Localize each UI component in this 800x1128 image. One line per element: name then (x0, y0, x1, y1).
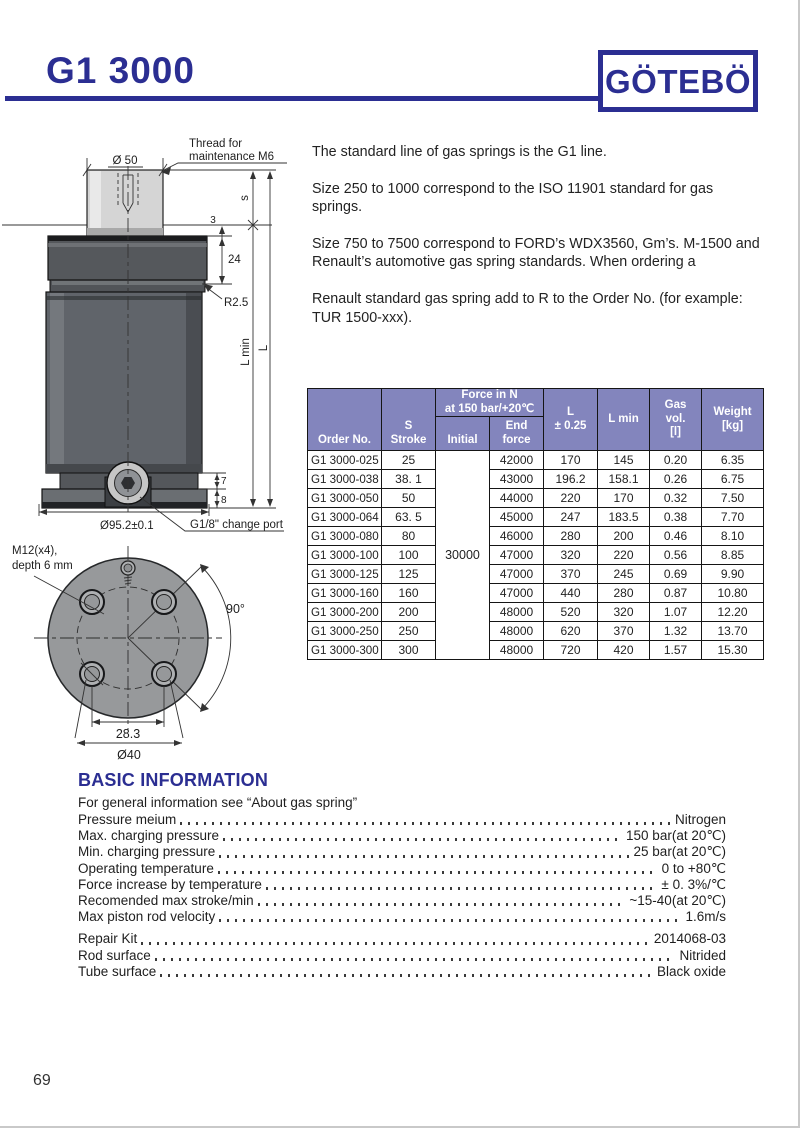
leader-dots (141, 942, 650, 945)
header-gas-vol: Gas vol. [l] (650, 389, 702, 451)
cell-stroke: 80 (382, 527, 436, 546)
cell-order: G1 3000-025 (308, 451, 382, 470)
leader-dots (155, 958, 676, 961)
cell-gas: 0.20 (650, 451, 702, 470)
cell-order: G1 3000-038 (308, 470, 382, 489)
cell-lmin: 370 (598, 622, 650, 641)
cell-order: G1 3000-050 (308, 489, 382, 508)
leader-dots (266, 887, 658, 890)
info-value: 0 to +80℃ (661, 860, 726, 876)
info-label: Max piston rod velocity (78, 909, 216, 925)
table-row (308, 489, 764, 508)
header-end-force: End force (490, 417, 544, 451)
header-rule (5, 96, 618, 101)
header-stroke: S Stroke (382, 389, 436, 451)
info-value: 25 bar(at 20℃) (633, 844, 726, 860)
cell-end-force: 44000 (490, 489, 544, 508)
info-label: Pressure meium (78, 812, 177, 827)
side-view-drawing (0, 128, 300, 540)
basic-information-section (78, 770, 726, 980)
dim-7-label: 7 (221, 476, 227, 487)
cell-lmin: 200 (598, 527, 650, 546)
cell-end-force: 48000 (490, 641, 544, 660)
info-line (78, 948, 726, 964)
cell-order: G1 3000-100 (308, 546, 382, 565)
cell-end-force: 47000 (490, 546, 544, 565)
info-value: 1.6m/s (685, 909, 726, 925)
header-order-no: Order No. (308, 389, 382, 451)
bolt-hole (80, 662, 104, 686)
leader-dots (180, 822, 671, 825)
header-weight: Weight [kg] (702, 389, 764, 451)
info-line (78, 861, 726, 877)
cell-order: G1 3000-250 (308, 622, 382, 641)
table-row (308, 603, 764, 622)
cell-l: 370 (544, 565, 598, 584)
info-line (78, 877, 726, 893)
header-l: L ± 0.25 (544, 389, 598, 451)
base-diameter-label: Ø95.2±0.1 (100, 520, 154, 532)
cell-weight: 7.70 (702, 508, 764, 527)
dim-8-label: 8 (221, 495, 227, 506)
leader-dots (258, 903, 626, 906)
table-row (308, 451, 764, 470)
cell-l: 320 (544, 546, 598, 565)
info-label: Min. charging pressure (78, 844, 216, 860)
cell-end-force: 47000 (490, 565, 544, 584)
cell-weight: 10.80 (702, 584, 764, 603)
cell-l: 247 (544, 508, 598, 527)
cell-gas: 0.87 (650, 584, 702, 603)
cell-l: 220 (544, 489, 598, 508)
cell-stroke: 100 (382, 546, 436, 565)
intro-paragraph: Size 250 to 1000 correspond to the ISO 11901 standard for gas springs. (312, 180, 714, 216)
bolt-hole (152, 590, 176, 614)
info-value: ± 0. 3%/℃ (661, 876, 726, 892)
cell-lmin: 158.1 (598, 470, 650, 489)
header-l-min: L min (598, 389, 650, 451)
cell-stroke: 200 (382, 603, 436, 622)
dim-24-label: 24 (228, 254, 241, 266)
info-value: Nitrided (679, 947, 726, 963)
dim-s-label: s (239, 195, 251, 201)
cell-stroke: 300 (382, 641, 436, 660)
intro-paragraph: Size 750 to 7500 correspond to FORD’s WDX3560, Gm’s. M-1500 and Renault’s automotive gas spring standards. When ordering a (312, 235, 760, 271)
cell-end-force: 48000 (490, 603, 544, 622)
info-label: Repair Kit (78, 931, 138, 947)
cell-stroke: 160 (382, 584, 436, 603)
leader-dots (219, 855, 629, 858)
cell-order: G1 3000-300 (308, 641, 382, 660)
info-line (78, 964, 726, 980)
cell-stroke: 63. 5 (382, 508, 436, 527)
leader-dots (223, 838, 622, 841)
info-line (78, 812, 726, 828)
cell-weight: 8.85 (702, 546, 764, 565)
bolt-hole (80, 590, 104, 614)
cell-order: G1 3000-160 (308, 584, 382, 603)
table-row (308, 546, 764, 565)
cell-l: 170 (544, 451, 598, 470)
hole-spacing-label: 28.3 (115, 727, 141, 741)
basic-information-intro: For general information see “About gas spring” (78, 795, 358, 810)
cell-end-force: 47000 (490, 584, 544, 603)
cell-stroke: 125 (382, 565, 436, 584)
cell-gas: 0.69 (650, 565, 702, 584)
cell-end-force: 43000 (490, 470, 544, 489)
spec-table (307, 388, 764, 660)
rod-diameter-label: Ø 50 (112, 155, 138, 167)
info-label: Tube surface (78, 963, 157, 979)
cell-l: 280 (544, 527, 598, 546)
table-row (308, 584, 764, 603)
info-label: Operating temperature (78, 860, 214, 876)
cell-gas: 0.56 (650, 546, 702, 565)
cell-lmin: 183.5 (598, 508, 650, 527)
bottom-view-drawing (0, 535, 290, 770)
table-row (308, 622, 764, 641)
cell-lmin: 320 (598, 603, 650, 622)
info-value: 150 bar(at 20℃) (626, 828, 726, 844)
info-value: ~15-40(at 20℃) (629, 893, 726, 909)
cell-gas: 1.57 (650, 641, 702, 660)
table-row (308, 470, 764, 489)
leader-dots (219, 919, 681, 922)
cell-gas: 0.32 (650, 489, 702, 508)
cell-order: G1 3000-080 (308, 527, 382, 546)
page-number: 69 (33, 1072, 51, 1089)
brand-logo-text: GÖTEBÖ (604, 63, 751, 100)
cell-gas: 1.32 (650, 622, 702, 641)
cell-end-force: 42000 (490, 451, 544, 470)
cell-lmin: 420 (598, 641, 650, 660)
intro-text (312, 143, 760, 345)
cell-lmin: 220 (598, 546, 650, 565)
info-value: 2014068-03 (653, 931, 726, 947)
angle-90-label: 90° (226, 602, 245, 616)
cell-weight: 6.35 (702, 451, 764, 470)
thread-label-line2: maintenance M6 (189, 151, 275, 163)
info-label: Rod surface (78, 947, 151, 963)
info-label: Recomended max stroke/min (78, 893, 254, 909)
intro-paragraph: Renault standard gas spring add to R to the Order No. (for example: TUR 1500-xxx). (312, 290, 743, 326)
table-row (308, 565, 764, 584)
cell-order: G1 3000-200 (308, 603, 382, 622)
cell-order: G1 3000-064 (308, 508, 382, 527)
cell-end-force: 46000 (490, 527, 544, 546)
table-row (308, 508, 764, 527)
table-row (308, 641, 764, 660)
basic-information-title: BASIC INFORMATION (78, 770, 269, 790)
cell-gas: 0.26 (650, 470, 702, 489)
cell-end-force: 48000 (490, 622, 544, 641)
info-value: Nitrogen (674, 812, 726, 827)
cell-initial-force: 30000 (436, 451, 490, 660)
cell-weight: 7.50 (702, 489, 764, 508)
header-force: Force in N at 150 bar/+20℃ (436, 389, 544, 417)
cell-weight: 13.70 (702, 622, 764, 641)
cell-weight: 12.20 (702, 603, 764, 622)
cell-weight: 8.10 (702, 527, 764, 546)
info-line (78, 844, 726, 860)
cell-stroke: 38. 1 (382, 470, 436, 489)
info-label: Max. charging pressure (78, 828, 220, 844)
dim-lmin-label: L min (240, 338, 252, 366)
intro-paragraph: The standard line of gas springs is the G1 line. (312, 144, 607, 160)
thread-label-line1: Thread for (189, 138, 243, 150)
brand-logo (598, 50, 758, 112)
cell-l: 620 (544, 622, 598, 641)
cell-weight: 15.30 (702, 641, 764, 660)
info-line (78, 931, 726, 947)
cell-l: 440 (544, 584, 598, 603)
bolt-circle-label: Ø40 (117, 748, 141, 762)
cell-stroke: 250 (382, 622, 436, 641)
cell-lmin: 145 (598, 451, 650, 470)
info-line (78, 909, 726, 925)
radius-label: R2.5 (224, 297, 249, 309)
cell-lmin: 170 (598, 489, 650, 508)
cell-lmin: 280 (598, 584, 650, 603)
cell-stroke: 25 (382, 451, 436, 470)
change-port-label: G1/8" change port (190, 519, 283, 531)
cell-weight: 9.90 (702, 565, 764, 584)
info-value: Black oxide (656, 963, 726, 979)
page-title: G1 3000 (46, 50, 195, 91)
leader-dots (218, 871, 658, 874)
cell-gas: 0.46 (650, 527, 702, 546)
cell-l: 720 (544, 641, 598, 660)
cell-weight: 6.75 (702, 470, 764, 489)
bolt-hole (152, 662, 176, 686)
header-initial: Initial (436, 417, 490, 451)
info-label: Force increase by temperature (78, 876, 262, 892)
cell-lmin: 245 (598, 565, 650, 584)
table-row (308, 527, 764, 546)
dim-3-label: 3 (210, 215, 216, 226)
cell-stroke: 50 (382, 489, 436, 508)
gas-spring-side-view (2, 166, 272, 512)
cell-end-force: 45000 (490, 508, 544, 527)
leader-dots (160, 974, 653, 977)
dim-l-label: L (258, 344, 270, 352)
cell-gas: 1.07 (650, 603, 702, 622)
cell-order: G1 3000-125 (308, 565, 382, 584)
m12-label-line1: M12(x4), (12, 545, 58, 557)
cell-l: 520 (544, 603, 598, 622)
m12-label-line2: depth 6 mm (12, 560, 73, 572)
info-line (78, 893, 726, 909)
info-line (78, 828, 726, 844)
gas-spring-bottom-view (34, 546, 222, 730)
cell-gas: 0.38 (650, 508, 702, 527)
cell-l: 196.2 (544, 470, 598, 489)
